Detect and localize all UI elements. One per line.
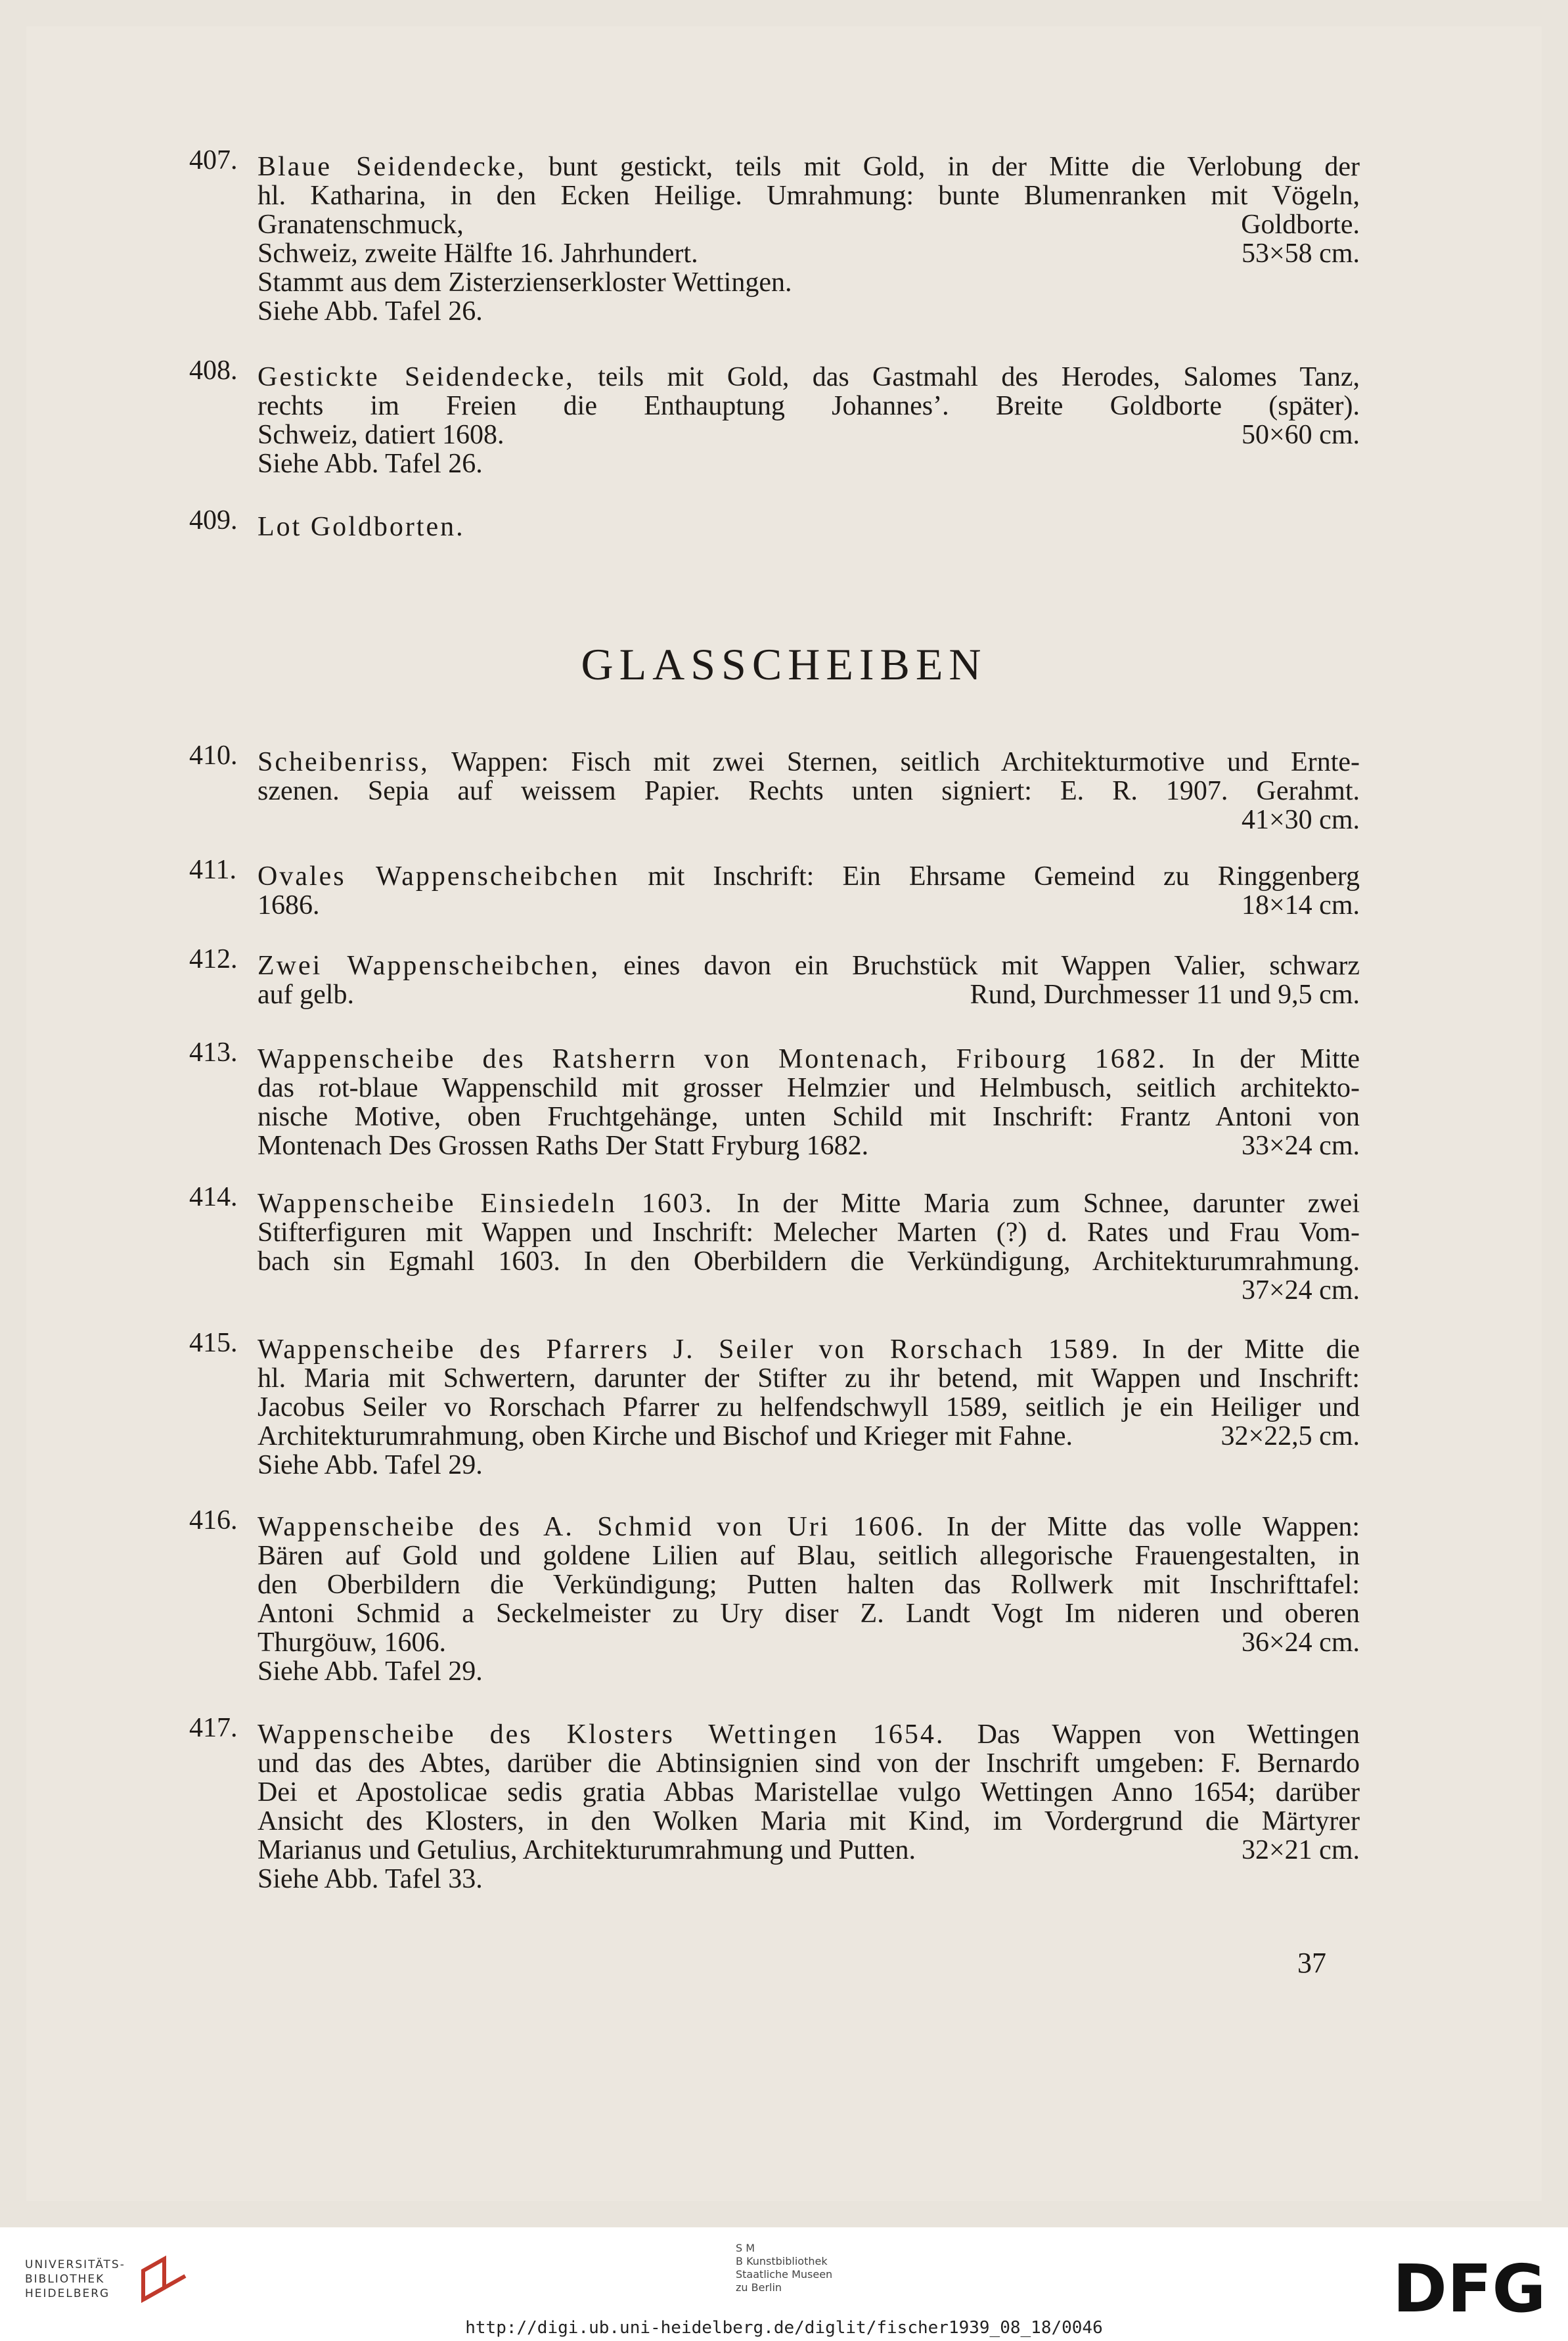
entry-dimensions: 33×24 cm.	[1242, 1131, 1360, 1161]
entry-body	[258, 748, 1360, 834]
entry-origin-line	[258, 1131, 1360, 1160]
entry-origin-line	[258, 980, 1360, 1009]
heidelberg-library-logo-icon	[138, 2254, 190, 2310]
entry-line	[258, 210, 1360, 239]
entry-line	[258, 1599, 1360, 1628]
entry-line	[258, 1749, 1360, 1778]
entry-heading: Lot Goldborten.	[258, 512, 465, 542]
entry-dimensions: 41×30 cm.	[1242, 805, 1360, 835]
entry-origin: 1686.	[258, 890, 320, 920]
entry-line	[258, 951, 1360, 980]
library-name-line: BIBLIOTHEK	[25, 2273, 105, 2286]
entry-body	[258, 862, 1360, 920]
entry-body	[258, 951, 1360, 1009]
entry-text: eines davon ein Bruchstück mit Wappen Valier, schwarz	[600, 951, 1360, 981]
entry-number: 414.	[189, 1182, 238, 1212]
entry-number: 408.	[189, 355, 238, 386]
permalink-url[interactable]: http://digi.ub.uni-heidelberg.de/diglit/fischer1939_08_18/0046	[465, 2318, 1103, 2338]
svg-text:DFG: DFG	[1393, 2251, 1546, 2323]
entry-line	[258, 1247, 1360, 1276]
entry-number: 409.	[189, 505, 238, 535]
entry-dimensions: Rund, Durchmesser 11 und 9,5 cm.	[970, 980, 1360, 1010]
entry-origin-line	[258, 420, 1360, 449]
entry-heading: Wappenscheibe Einsiedeln 1603.	[258, 1189, 714, 1219]
entry-line	[258, 512, 1360, 541]
entry-line	[258, 1807, 1360, 1836]
entry-line	[258, 862, 1360, 891]
entry-line	[258, 1102, 1360, 1131]
entry-origin-line	[258, 1628, 1360, 1657]
entry-line	[258, 777, 1360, 806]
page-number: 37	[1297, 1947, 1326, 1979]
entry-origin-line	[258, 891, 1360, 920]
entry-text: hl. Maria mit Schwertern, darunter der Stifter zu ihr betend, mit Wappen und Inschrift:	[258, 1363, 1360, 1394]
entry-note: Siehe Abb. Tafel 29.	[258, 1450, 483, 1480]
entry-text: Antoni Schmid a Seckelmeister zu Ury diser Z. Landt Vogt Im nideren und oberen	[258, 1599, 1360, 1629]
entry-dimensions: 50×60 cm.	[1242, 420, 1360, 450]
entry-heading: Scheibenriss,	[258, 747, 430, 777]
entry-line	[258, 152, 1360, 181]
entry-number: 411.	[189, 855, 236, 885]
entry-heading: Wappenscheibe des Pfarrers J. Seiler von Rorschach 1589.	[258, 1334, 1121, 1365]
catalog-entry	[189, 1037, 1360, 1161]
entry-body	[258, 1189, 1360, 1305]
entry-origin: Marianus und Getulius, Architekturumrahmung und Putten.	[258, 1835, 916, 1865]
entry-dimensions: 53×58 cm.	[1242, 239, 1360, 269]
smb-line: Staatliche Museen	[736, 2268, 833, 2281]
entry-line	[258, 1720, 1360, 1749]
catalog-entry	[189, 855, 1360, 920]
entry-origin: Montenach Des Grossen Raths Der Statt Fryburg 1682.	[258, 1131, 869, 1161]
entry-text: In der Mitte	[1167, 1044, 1360, 1074]
entry-text: Bären auf Gold und goldene Lilien auf Blau, seitlich allegorische Frauengestalten, in	[258, 1541, 1360, 1571]
catalog-entry	[189, 740, 1360, 835]
entry-origin: auf gelb.	[258, 980, 354, 1010]
library-name-line: HEIDELBERG	[25, 2287, 110, 2300]
entry-origin: Architekturumrahmung, oben Kirche und Bischof und Krieger mit Fahne.	[258, 1421, 1073, 1451]
entry-line	[258, 1393, 1360, 1422]
entry-body	[258, 512, 1360, 541]
entry-text: das rot-blaue Wappenschild mit grosser Helmzier und Helmbusch, seitlich architekto-	[258, 1073, 1360, 1103]
entry-text: Stifterfiguren mit Wappen und Inschrift: Melecher Marten (?) d. Rates und Frau Vom-	[258, 1217, 1360, 1248]
entry-heading: Wappenscheibe des Klosters Wettingen 1654.	[258, 1719, 945, 1750]
entry-dimensions: 37×24 cm.	[1242, 1275, 1360, 1306]
entry-text: In der Mitte das volle Wappen:	[925, 1512, 1360, 1542]
catalog-entry	[189, 145, 1360, 327]
entry-line	[258, 181, 1360, 210]
entry-text: den Oberbildern die Verkündigung; Putten halten das Rollwerk mit Inschrifttafel:	[258, 1570, 1360, 1600]
entry-line	[258, 1045, 1360, 1074]
entry-number: 407.	[189, 145, 238, 175]
entry-note: Siehe Abb. Tafel 33.	[258, 1864, 483, 1894]
entry-body	[258, 152, 1360, 326]
entry-heading: Blaue Seidendecke,	[258, 152, 526, 182]
entry-heading: Zwei Wappenscheibchen,	[258, 951, 600, 981]
entry-line	[258, 1364, 1360, 1393]
entry-text: bunt gestickt, teils mit Gold, in der Mitte die Verlobung der	[526, 152, 1360, 182]
entry-number: 413.	[189, 1037, 238, 1068]
entry-number: 415.	[189, 1328, 238, 1358]
entry-body	[258, 1720, 1360, 1894]
entry-text: In der Mitte die	[1120, 1334, 1360, 1365]
entry-text: Dei et Apostolicae sedis gratia Abbas Maristellae vulgo Wettingen Anno 1654; darüber	[258, 1777, 1360, 1807]
catalog-entry	[189, 944, 1360, 1010]
smb-line: B Kunstbibliothek	[736, 2255, 828, 2267]
entry-text: bach sin Egmahl 1603. In den Oberbildern die Verkündigung, Architekturumrahmung.	[258, 1246, 1360, 1277]
entry-note: Siehe Abb. Tafel 26.	[258, 449, 483, 479]
viewer-footer	[0, 2227, 1568, 2341]
entry-heading: Wappenscheibe des Ratsherrn von Montenach, Fribourg 1682.	[258, 1044, 1167, 1074]
entry-text: In der Mitte Maria zum Schnee, darunter zwei	[713, 1189, 1360, 1219]
entry-line	[258, 1570, 1360, 1599]
entry-line	[258, 1541, 1360, 1570]
catalog-entry	[189, 1182, 1360, 1306]
entry-origin: Schweiz, zweite Hälfte 16. Jahrhundert.	[258, 239, 698, 269]
entry-line	[258, 748, 1360, 777]
entry-body	[258, 1512, 1360, 1686]
entry-origin: Thurgöuw, 1606.	[258, 1627, 446, 1658]
entry-text: teils mit Gold, das Gastmahl des Herodes, Salomes Tanz,	[574, 362, 1360, 392]
entry-dimensions: 36×24 cm.	[1242, 1627, 1360, 1658]
entry-note: Stammt aus dem Zisterzienserkloster Wettingen.	[258, 267, 792, 298]
entry-line	[258, 1189, 1360, 1218]
entry-text: Ansicht des Klosters, in den Wolken Maria mit Kind, im Vordergrund die Märtyrer	[258, 1806, 1360, 1836]
entry-note: Siehe Abb. Tafel 26.	[258, 296, 483, 327]
entry-text: Das Wappen von Wettingen	[945, 1719, 1360, 1750]
catalog-entry	[189, 1505, 1360, 1687]
entry-number: 417.	[189, 1713, 238, 1743]
entry-number: 410.	[189, 740, 238, 771]
entry-origin: Schweiz, datiert 1608.	[258, 420, 504, 450]
entry-origin-line	[258, 1422, 1360, 1451]
smb-logo	[736, 2242, 893, 2294]
entry-number: 416.	[189, 1505, 238, 1535]
entry-line	[258, 392, 1360, 420]
entry-origin-line	[258, 1836, 1360, 1865]
entry-origin-line	[258, 239, 1360, 268]
entry-line	[258, 1512, 1360, 1541]
entry-text: Wappen: Fisch mit zwei Sternen, seitlich Architekturmotive und Ernte-	[429, 747, 1360, 777]
entry-heading: Gestickte Seidendecke,	[258, 362, 575, 392]
library-name-line: UNIVERSITÄTS-	[25, 2258, 125, 2271]
dfg-logo-icon	[1393, 2251, 1550, 2323]
entry-line	[258, 1074, 1360, 1102]
entry-line	[258, 1335, 1360, 1364]
entry-dimensions: 18×14 cm.	[1242, 890, 1360, 920]
catalog-entry	[189, 1328, 1360, 1480]
library-name	[25, 2258, 125, 2301]
entry-text: mit Inschrift: Ein Ehrsame Gemeind zu Ringgenberg	[619, 861, 1360, 892]
entry-number: 412.	[189, 944, 238, 974]
section-title: GLASSCHEIBEN	[581, 639, 987, 689]
entry-note: Siehe Abb. Tafel 29.	[258, 1656, 483, 1687]
entry-line	[258, 363, 1360, 392]
entry-text: und das des Abtes, darüber die Abtinsignien sind von der Inschrift umgeben: F. Bernardo	[258, 1748, 1360, 1779]
catalog-entry	[189, 505, 1360, 542]
catalog-entry	[189, 1713, 1360, 1894]
entry-text: hl. Katharina, in den Ecken Heilige. Umrahmung: bunte Blumenranken mit Vögeln,	[258, 181, 1360, 211]
smb-line: zu Berlin	[736, 2281, 782, 2294]
entry-body	[258, 363, 1360, 478]
entry-text: szenen. Sepia auf weissem Papier. Rechts unten signiert: E. R. 1907. Gerahmt.	[258, 776, 1360, 806]
entry-heading: Ovales Wappenscheibchen	[258, 861, 620, 892]
catalog-entry	[189, 355, 1360, 479]
entry-text: rechts im Freien die Enthauptung Johannes’. Breite Goldborte (später).	[258, 391, 1360, 421]
entry-line	[258, 1778, 1360, 1807]
entry-body	[258, 1335, 1360, 1480]
entry-text: nische Motive, oben Fruchtgehänge, unten Schild mit Inschrift: Frantz Antoni von	[258, 1102, 1360, 1132]
entry-heading: Wappenscheibe des A. Schmid von Uri 1606.	[258, 1512, 926, 1542]
smb-line: S M	[736, 2242, 755, 2254]
entry-dimensions: 32×21 cm.	[1242, 1835, 1360, 1865]
entry-body	[258, 1045, 1360, 1160]
entry-text: Granatenschmuck, Goldborte.	[258, 210, 1360, 240]
entry-line	[258, 1218, 1360, 1247]
entry-text: Jacobus Seiler vo Rorschach Pfarrer zu helfendschwyll 1589, seitlich je ein Heiliger und	[258, 1392, 1360, 1422]
entry-dimensions: 32×22,5 cm.	[1221, 1421, 1360, 1451]
